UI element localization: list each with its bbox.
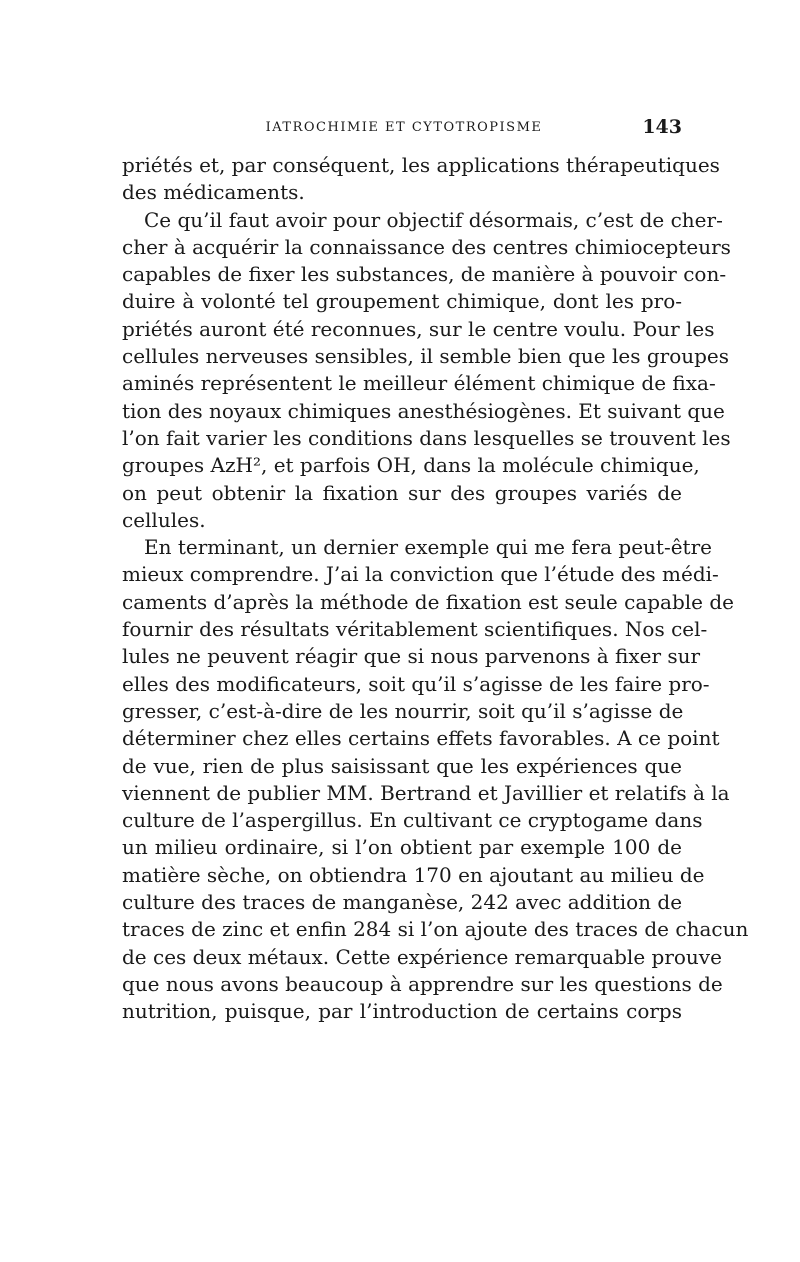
text-line: nutrition, puisque, par l’introduction de certains corps [122,999,682,1024]
text-line: elles des modificateurs, soit qu’il s’agisse de les faire pro- [122,671,710,696]
body-text [122,152,749,1026]
text-line: un milieu ordinaire, si l’on obtient par exemple 100 de [122,835,682,860]
text-line: priétés auront été reconnues, sur le centre voulu. Pour les [122,316,715,341]
text-line: traces de zinc et enfin 284 si l’on ajoute des traces de chacun [122,917,749,942]
text-line: caments d’après la méthode de fixation est seule capable de [122,589,735,614]
text-line: on peut obtenir la fixation sur des groupes variés de [122,480,682,505]
text-line: de ces deux métaux. Cette expérience remarquable prouve [122,944,722,969]
text-line: matière sèche, on obtiendra 170 en ajoutant au milieu de [122,862,705,887]
text-line: l’on fait varier les conditions dans lesquelles se trouvent les [122,425,731,450]
text-line: que nous avons beaucoup à apprendre sur les questions de [122,971,723,996]
running-title: IATROCHIMIE ET CYTOTROPISME [265,120,543,135]
text-line: déterminer chez elles certains effets favorables. A ce point [122,726,720,751]
text-line: capables de fixer les substances, de manière à pouvoir con- [122,262,727,287]
text-line: cellules. [122,507,206,532]
text-line: groupes AzH², et parfois OH, dans la molécule chimique, [122,453,700,478]
page-number: 143 [642,116,682,138]
text-line: de vue, rien de plus saisissant que les expériences que [122,753,682,778]
text-line: aminés représentent le meilleur élément chimique de fixa- [122,371,716,396]
text-line: cellules nerveuses sensibles, il semble bien que les groupes [122,344,730,369]
running-head [126,118,682,142]
text-line: fournir des résultats véritablement scientifiques. Nos cel- [122,617,708,642]
text-line: des médicaments. [122,180,305,205]
text-line: mieux comprendre. J’ai la conviction que l’étude des médi- [122,562,719,587]
text-line: En terminant, un dernier exemple qui me fera peut-être [144,535,712,560]
text-line: Ce qu’il faut avoir pour objectif désormais, c’est de cher- [144,207,723,232]
text-line: lules ne peuvent réagir que si nous parvenons à fixer sur [122,644,701,669]
text-line: tion des noyaux chimiques anesthésiogènes. Et suivant que [122,398,725,423]
text-line: gresser, c’est-à-dire de les nourrir, soit qu’il s’agisse de [122,698,684,723]
text-line: priétés et, par conséquent, les applications thérapeutiques [122,153,720,177]
text-line: cher à acquérir la connaissance des centres chimiocepteurs [122,234,731,259]
text-line: culture de l’aspergillus. En cultivant ce cryptogame dans [122,808,703,833]
text-line: culture des traces de manganèse, 242 avec addition de [122,890,683,915]
text-line: viennent de publier MM. Bertrand et Javillier et relatifs à la [122,780,730,805]
text-line: duire à volonté tel groupement chimique, dont les pro- [122,289,682,314]
